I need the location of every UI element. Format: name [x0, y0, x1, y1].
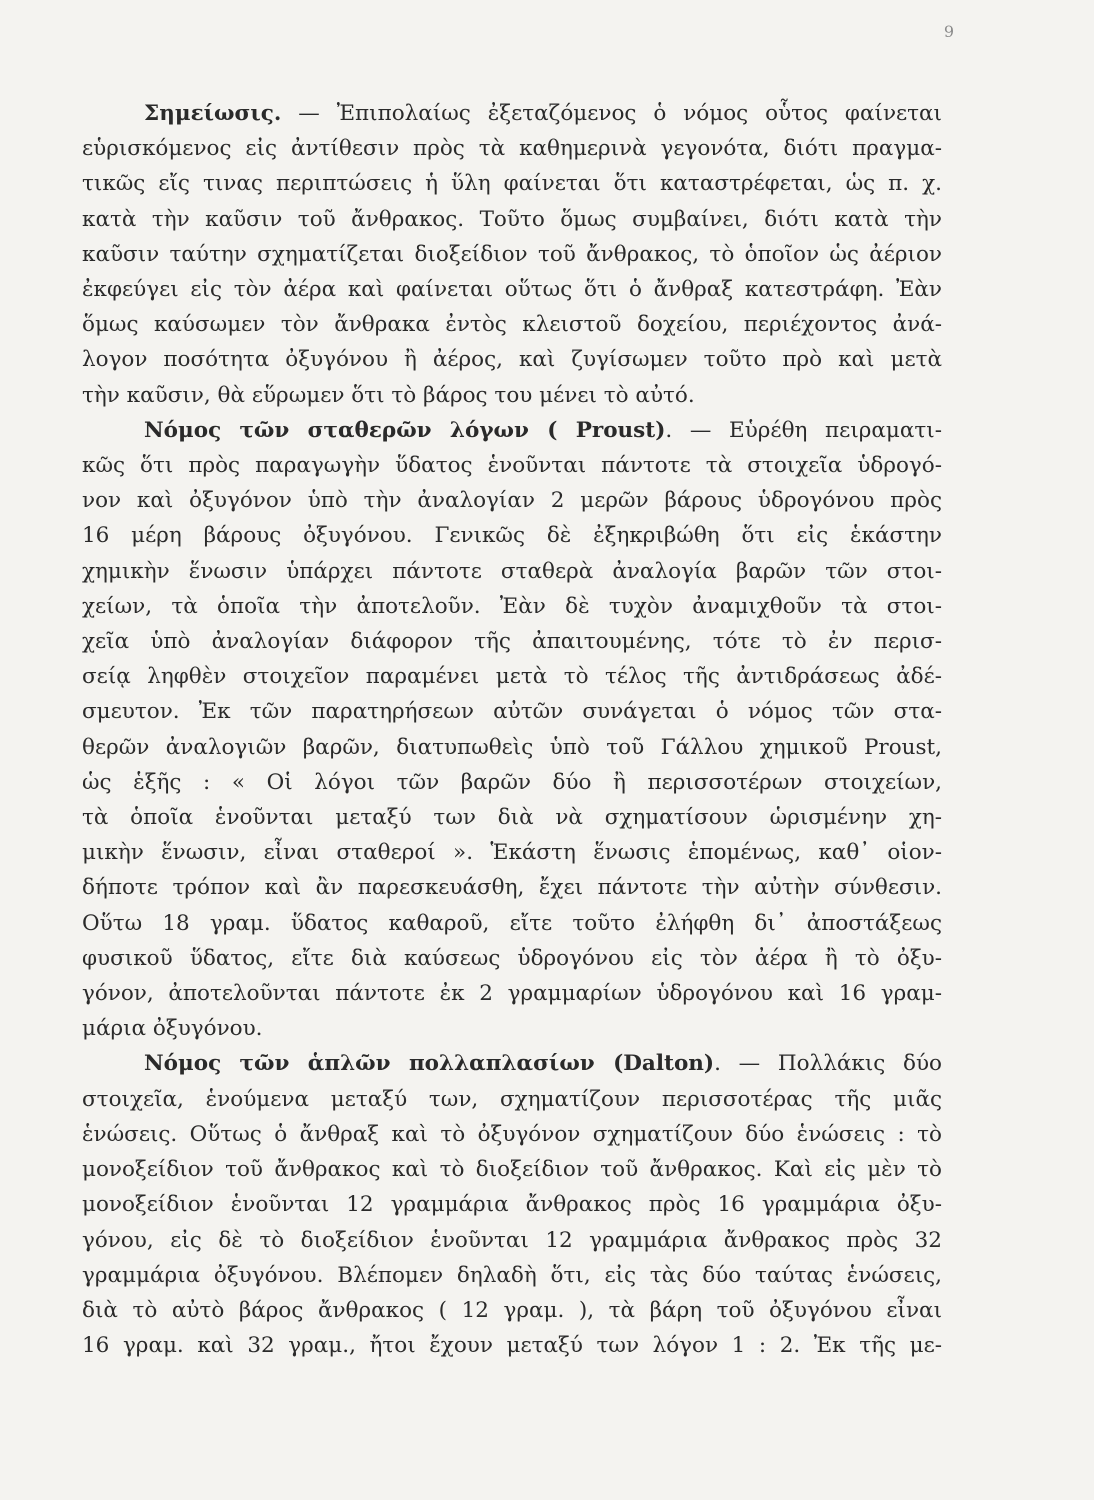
- text-line: σείᾳ ληφθὲν στοιχεῖον παραμένει μετὰ τὸ τέλος τῆς ἀντιδράσεως ἀδέ-: [82, 664, 942, 690]
- text-line: [82, 96, 942, 131]
- text-line: χείων, τὰ ὁποῖα τὴν ἀποτελοῦν. Ἐὰν δὲ τυχὸν ἀναμιχθοῦν τὰ στοι-: [82, 593, 942, 619]
- text-line: καῦσιν ταύτην σχηματίζεται διοξείδιον τοῦ ἄνθρακος, τὸ ὁποῖον ὡς ἀέριον: [82, 241, 942, 267]
- text-line: διὰ τὸ αὐτὸ βάρος ἄνθρακος ( 12 γραμ. ), τὰ βάρη τοῦ ὀξυγόνου εἶναι: [82, 1297, 942, 1323]
- text-line: ἑνώσεις. Οὕτως ὁ ἄνθραξ καὶ τὸ ὀξυγόνον σχηματίζουν δύο ἑνώσεις : τὸ: [82, 1121, 942, 1147]
- text-line: κατὰ τὴν καῦσιν τοῦ ἄνθρακος. Τοῦτο ὅμως συμβαίνει, διότι κατὰ τὴν: [82, 206, 942, 232]
- text-line: τὴν καῦσιν, θὰ εὕρωμεν ὅτι τὸ βάρος του μένει τὸ αὐτό.: [82, 382, 695, 408]
- line-text: — Ἐπιπολαίως ἐξεταζόμενος ὁ νόμος οὗτος φαίνεται: [281, 101, 942, 126]
- page-body: [82, 96, 942, 1363]
- text-line: [82, 1046, 942, 1081]
- text-line: σμευτον. Ἐκ τῶν παρατηρήσεων αὐτῶν συνάγεται ὁ νόμος τῶν στα-: [82, 699, 942, 725]
- text-line: μικὴν ἕνωσιν, εἶναι σταθεροί ». Ἑκάστη ἕνωσις ἑπομένως, καθ᾽ οἱον-: [82, 840, 942, 866]
- text-line: θερῶν ἀναλογιῶν βαρῶν, διατυπωθεὶς ὑπὸ τοῦ Γάλλου χημικοῦ Proust,: [82, 734, 942, 760]
- text-line: τικῶς εἴς τινας περιπτώσεις ἡ ὕλη φαίνεται ὅτι καταστρέφεται, ὡς π. χ.: [82, 171, 942, 197]
- text-line: χεῖα ὑπὸ ἀναλογίαν διάφορον τῆς ἀπαιτουμένης, τότε τὸ ἐν περισ-: [82, 629, 942, 655]
- text-line: ἐκφεύγει εἰς τὸν ἀέρα καὶ φαίνεται οὕτως ὅτι ὁ ἄνθραξ κατεστράφη. Ἐὰν: [82, 277, 942, 303]
- paragraph-dalton: [82, 1046, 942, 1363]
- text-line: ὡς ἑξῆς : « Οἱ λόγοι τῶν βαρῶν δύο ἢ περισσοτέρων στοιχείων,: [82, 769, 942, 795]
- text-line: γόνου, εἰς δὲ τὸ διοξείδιον ἑνοῦνται 12 γραμμάρια ἄνθρακος πρὸς 32: [82, 1227, 942, 1253]
- text-line: λογον ποσότητα ὀξυγόνου ἢ ἀέρος, καὶ ζυγίσωμεν τοῦτο πρὸ καὶ μετὰ: [82, 347, 942, 373]
- text-line: γόνον, ἀποτελοῦνται πάντοτε ἐκ 2 γραμμαρίων ὑδρογόνου καὶ 16 γραμ-: [82, 981, 942, 1007]
- text-line: μάρια ὀξυγόνου.: [82, 1016, 263, 1042]
- text-line: εὑρισκόμενος εἰς ἀντίθεσιν πρὸς τὰ καθημερινὰ γεγονότα, διότι πραγμα-: [82, 136, 942, 162]
- text-line: μονοξείδιον τοῦ ἄνθρακος καὶ τὸ διοξείδιον τοῦ ἄνθρακος. Καὶ εἰς μὲν τὸ: [82, 1157, 942, 1183]
- text-line: στοιχεῖα, ἑνούμενα μεταξύ των, σχηματίζουν περισσοτέρας τῆς μιᾶς: [82, 1086, 942, 1112]
- text-line: Οὕτω 18 γραμ. ὕδατος καθαροῦ, εἴτε τοῦτο ἐλήφθη δι᾽ ἀποστάξεως: [82, 910, 942, 936]
- text-line: νον καὶ ὀξυγόνον ὑπὸ τὴν ἀναλογίαν 2 μερῶν βάρους ὑδρογόνου πρὸς: [82, 488, 942, 514]
- text-line: κῶς ὅτι πρὸς παραγωγὴν ὕδατος ἑνοῦνται πάντοτε τὰ στοιχεῖα ὑδρογό-: [82, 453, 942, 479]
- text-line: 16 γραμ. καὶ 32 γραμ., ἤτοι ἔχουν μεταξύ των λόγον 1 : 2. Ἐκ τῆς με-: [82, 1333, 942, 1359]
- page-number: 9: [943, 22, 954, 41]
- paragraph-note: [82, 96, 942, 413]
- section-title-dalton: Νόμος τῶν ἁπλῶν πολλαπλασίων (Dalton): [144, 1051, 715, 1077]
- text-line: χημικὴν ἕνωσιν ὑπάρχει πάντοτε σταθερὰ ἀναλογία βαρῶν τῶν στοι-: [82, 558, 942, 584]
- text-line: φυσικοῦ ὕδατος, εἴτε διὰ καύσεως ὑδρογόνου εἰς τὸν ἀέρα ἢ τὸ ὀξυ-: [82, 945, 942, 971]
- line-text: . — Εὑρέθη πειραματι-: [665, 417, 942, 443]
- text-line: τὰ ὁποῖα ἑνοῦνται μεταξύ των διὰ νὰ σχηματίσουν ὡρισμένην χη-: [82, 805, 942, 831]
- text-line: 16 μέρη βάρους ὀξυγόνου. Γενικῶς δὲ ἐξηκριβώθη ὅτι εἰς ἑκάστην: [82, 523, 942, 549]
- paragraph-proust: [82, 413, 942, 1047]
- text-line: γραμμάρια ὀξυγόνου. Βλέπομεν δηλαδὴ ὅτι, εἰς τὰς δύο ταύτας ἑνώσεις,: [82, 1262, 942, 1288]
- section-title-note: Σημείωσις.: [144, 101, 282, 126]
- text-line: δήποτε τρόπον καὶ ἂν παρεσκευάσθη, ἔχει πάντοτε τὴν αὐτὴν σύνθεσιν.: [82, 875, 942, 901]
- text-line: ὅμως καύσωμεν τὸν ἄνθρακα ἐντὸς κλειστοῦ δοχείου, περιέχοντος ἀνά-: [82, 312, 942, 338]
- text-line: μονοξείδιον ἑνοῦνται 12 γραμμάρια ἄνθρακος πρὸς 16 γραμμάρια ὀξυ-: [82, 1192, 942, 1218]
- text-line: [82, 413, 942, 448]
- line-text: . — Πολλάκις δύο: [714, 1051, 943, 1077]
- section-title-proust: Νόμος τῶν σταθερῶν λόγων ( Proust): [144, 417, 666, 443]
